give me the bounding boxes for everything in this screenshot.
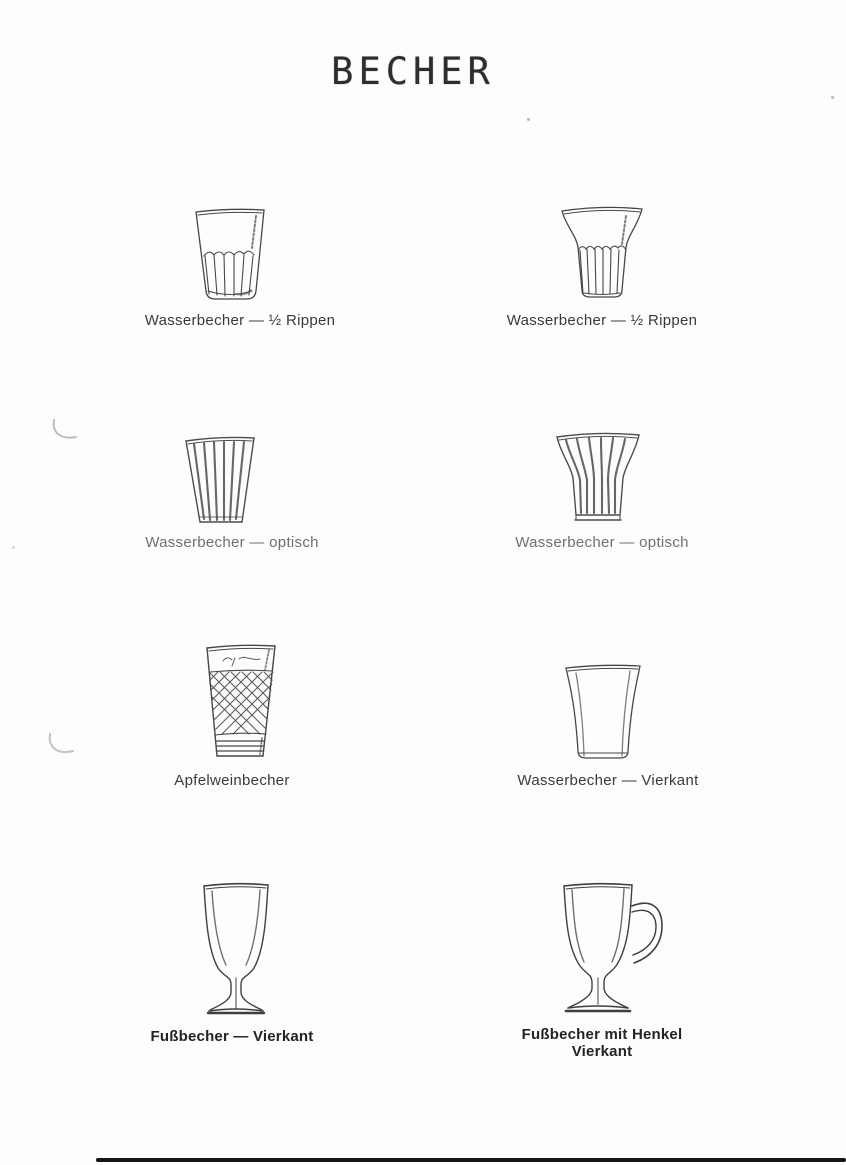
page-bottom-scan-line	[96, 1158, 846, 1162]
item-caption: Apfelweinbecher	[174, 772, 290, 789]
tumbler-half-ribbed-straight-icon	[192, 206, 268, 306]
item-caption: Wasserbecher — ½ Rippen	[506, 312, 698, 329]
tumbler-half-ribbed-flared-icon	[556, 204, 648, 304]
tumbler-square-icon	[558, 660, 648, 764]
item-caption	[452, 1026, 752, 1061]
item-caption: Wasserbecher — optisch	[515, 534, 689, 551]
page-title: BECHER	[331, 50, 495, 93]
tumbler-optic-ribbed-flared-icon	[552, 430, 644, 528]
scan-speck	[12, 546, 15, 549]
scan-speck	[831, 96, 834, 99]
punch-hole-icon	[48, 418, 82, 448]
footed-goblet-icon	[196, 880, 276, 1018]
item-caption: Fußbecher — Vierkant	[150, 1028, 314, 1045]
scan-speck	[527, 118, 530, 121]
tumbler-optic-ribbed-straight-icon	[180, 432, 260, 530]
caption-line-2: Vierkant	[571, 1043, 633, 1061]
cider-glass-diamond-pattern-icon	[193, 642, 285, 764]
item-caption: Wasserbecher — optisch	[145, 534, 319, 551]
item-caption: Wasserbecher — ½ Rippen	[144, 312, 336, 329]
footed-mug-with-handle-icon	[556, 880, 666, 1016]
punch-hole-icon	[44, 732, 78, 762]
caption-line-1: Fußbecher mit Henkel	[521, 1026, 683, 1043]
item-caption: Wasserbecher — Vierkant	[517, 772, 699, 789]
